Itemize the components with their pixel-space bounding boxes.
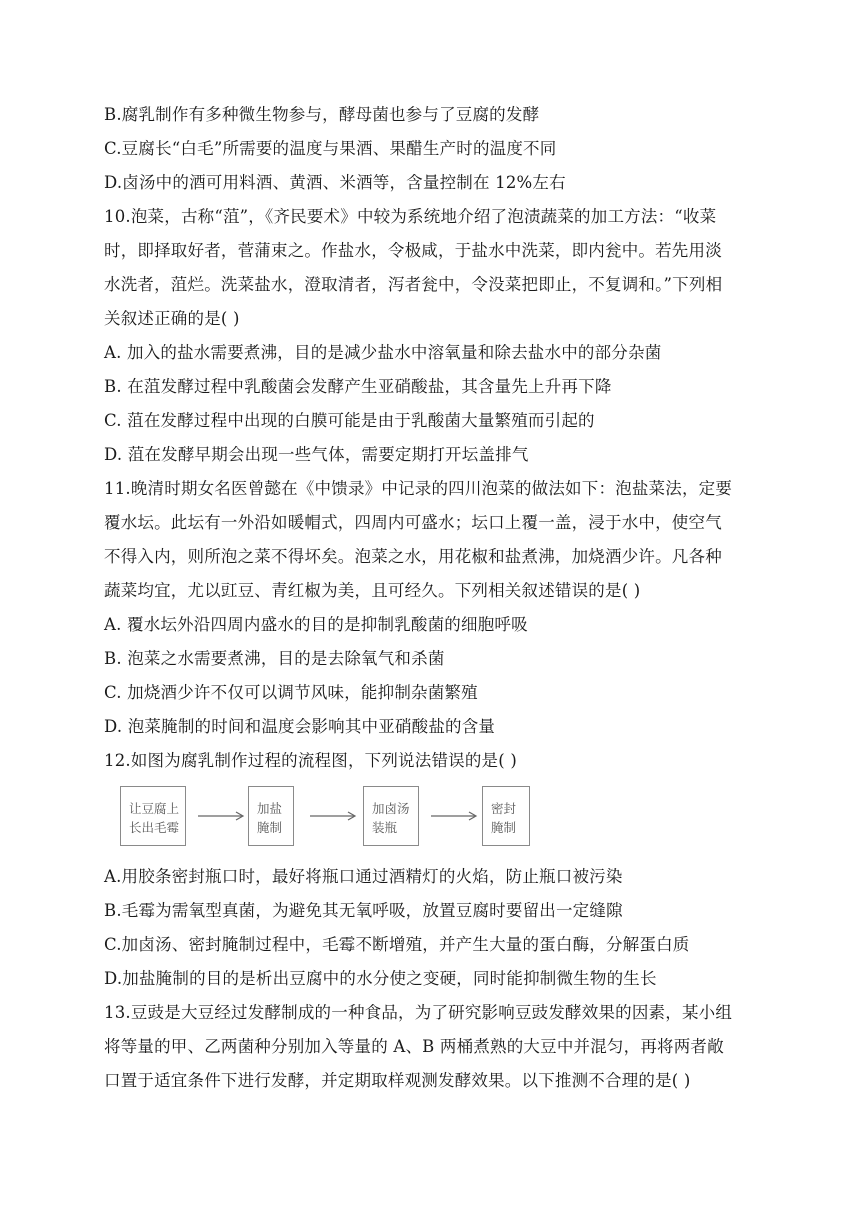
question-11-line-2: 覆水坛。此坛有一外沿如暖帽式，四周内可盛水；坛口上覆一盖，浸于水中，使空气 bbox=[104, 513, 722, 532]
question-12-stem: 12.如图为腐乳制作过程的流程图，下列说法错误的是( ) bbox=[104, 751, 517, 770]
flow-step-2-label: 加盐 腌制 bbox=[257, 801, 283, 835]
option-11b: B. 泡菜之水需要煮沸，目的是去除氧气和杀菌 bbox=[104, 649, 445, 668]
option-12b: B.毛霉为需氧型真菌，为避免其无氧呼吸，放置豆腐时要留出一定缝隙 bbox=[104, 901, 623, 920]
option-10d: D. 菹在发酵早期会出现一些气体，需要定期打开坛盖排气 bbox=[104, 445, 529, 464]
option-11a: A. 覆水坛外沿四周内盛水的目的是抑制乳酸菌的细胞呼吸 bbox=[104, 615, 528, 634]
question-10-line-1: 10.泡菜，古称“菹”，《齐民要术》中较为系统地介绍了泡渍蔬菜的加工方法：“收菜 bbox=[104, 207, 717, 226]
option-9c: C.豆腐长“白毛”所需要的温度与果酒、果醋生产时的温度不同 bbox=[104, 139, 557, 158]
option-9d: D.卤汤中的酒可用料酒、黄酒、米酒等，含量控制在 12%左右 bbox=[104, 173, 566, 192]
option-11c: C. 加烧酒少许不仅可以调节风味，能抑制杂菌繁殖 bbox=[104, 683, 478, 702]
flow-step-1 bbox=[120, 786, 186, 846]
question-10-line-2: 时，即择取好者，菅蒲束之。作盐水，令极咸，于盐水中洗菜，即内瓮中。若先用淡 bbox=[104, 241, 722, 260]
question-13-line-2: 将等量的甲、乙两菌种分别加入等量的 A、B 两桶煮熟的大豆中并混匀，再将两者敞 bbox=[104, 1037, 724, 1056]
flow-arrow-3 bbox=[431, 815, 479, 817]
flow-step-4-label: 密封 腌制 bbox=[491, 801, 517, 835]
flow-step-3 bbox=[363, 786, 419, 846]
flow-step-3-label: 加卤汤 装瓶 bbox=[372, 801, 410, 835]
question-13-line-1: 13.豆豉是大豆经过发酵制成的一种食品，为了研究影响豆豉发酵效果的因素，某小组 bbox=[104, 1003, 733, 1022]
flow-step-2 bbox=[248, 786, 294, 846]
option-10a: A. 加入的盐水需要煮沸，目的是减少盐水中溶氧量和除去盐水中的部分杂菌 bbox=[104, 343, 662, 362]
question-13-line-3: 口置于适宜条件下进行发酵，并定期取样观测发酵效果。以下推测不合理的是( ) bbox=[104, 1071, 691, 1090]
option-10c: C. 菹在发酵过程中出现的白膜可能是由于乳酸菌大量繁殖而引起的 bbox=[104, 411, 595, 430]
question-10-line-3: 水洗者，菹烂。洗菜盐水，澄取清者，泻者瓮中，令没菜把即止，不复调和。”下列相 bbox=[104, 275, 723, 294]
option-12a: A.用胶条密封瓶口时，最好将瓶口通过酒精灯的火焰，防止瓶口被污染 bbox=[104, 867, 623, 886]
flow-step-1-label: 让豆腐上 长出毛霉 bbox=[129, 801, 180, 835]
flow-arrow-2 bbox=[310, 815, 358, 817]
option-10b: B. 在菹发酵过程中乳酸菌会发酵产生亚硝酸盐，其含量先上升再下降 bbox=[104, 377, 612, 396]
flow-step-4 bbox=[482, 786, 530, 846]
option-11d: D. 泡菜腌制的时间和温度会影响其中亚硝酸盐的含量 bbox=[104, 717, 496, 736]
option-12d: D.加盐腌制的目的是析出豆腐中的水分使之变硬，同时能抑制微生物的生长 bbox=[104, 969, 657, 988]
flowchart bbox=[120, 786, 540, 848]
flow-arrow-1 bbox=[198, 815, 246, 817]
question-10-line-4: 关叙述正确的是( ) bbox=[104, 309, 240, 328]
option-12c: C.加卤汤、密封腌制过程中，毛霉不断增殖，并产生大量的蛋白酶，分解蛋白质 bbox=[104, 935, 690, 954]
question-11-line-1: 11.晚清时期女名医曾懿在《中馈录》中记录的四川泡菜的做法如下：泡盐菜法，定要 bbox=[104, 479, 733, 498]
option-9b: B.腐乳制作有多种微生物参与，酵母菌也参与了豆腐的发酵 bbox=[104, 105, 540, 124]
question-11-line-4: 蔬菜均宜，尤以豇豆、青红椒为美，且可经久。下列相关叙述错误的是( ) bbox=[104, 581, 641, 600]
question-11-line-3: 不得入内，则所泡之菜不得坏矣。泡菜之水，用花椒和盐煮沸，加烧酒少许。凡各种 bbox=[104, 547, 722, 566]
